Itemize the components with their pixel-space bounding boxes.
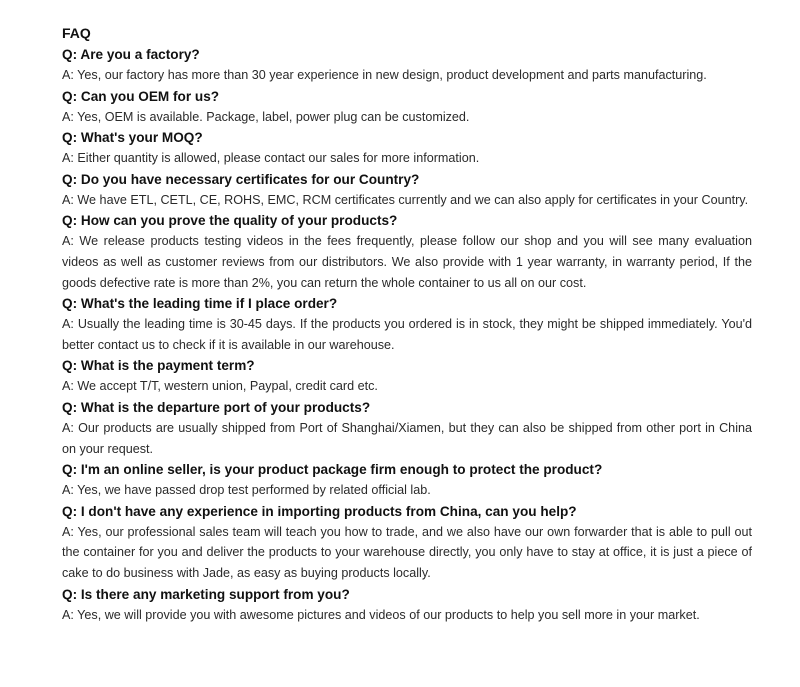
faq-question: Q: I don't have any experience in importing products from China, can you help? xyxy=(62,503,577,519)
faq-item-package xyxy=(62,460,752,501)
faq-answer: A: We have ETL, CETL, CE, ROHS, EMC, RCM certificates currently and we can also apply for certificates in your Country. xyxy=(62,192,749,207)
faq-item-payment xyxy=(62,356,752,397)
faq-answer: A: Usually the leading time is 30-45 days. If the products you ordered is in stock, they might be shipped immediately. You'd better contact us to check if it is available in our warehouse. xyxy=(62,317,752,352)
faq-item-importing xyxy=(62,502,752,584)
faq-question: Q: What's the leading time if I place order? xyxy=(62,296,338,312)
faq-question: Q: What is the payment term? xyxy=(62,358,255,374)
faq-answer: A: Yes, our professional sales team will teach you how to trade, and we also have our own forwarder that is able to pull out the container for you and deliver the products to your warehouse directly, you only have to stay at office, it is just a piece of cake to do business with Jade, as easy as buying products locally. xyxy=(62,524,752,580)
faq-question: Q: How can you prove the quality of your products? xyxy=(62,213,398,229)
faq-item-factory xyxy=(62,45,752,86)
page-title: FAQ xyxy=(62,25,91,41)
faq-question: Q: Can you OEM for us? xyxy=(62,88,220,104)
faq-item-marketing xyxy=(62,585,752,626)
faq-answer: A: We release products testing videos in the fees frequently, please follow our shop and you will see many evaluation videos as well as customer reviews from our distributors. We also provide with 1 year warranty, in warranty period, If the goods defective rate is more than 2%, you can return the whole container to us all on our cost. xyxy=(62,234,752,290)
faq-answer: A: Yes, we will provide you with awesome pictures and videos of our products to help you sell more in your market. xyxy=(62,607,700,622)
faq-answer: A: Yes, OEM is available. Package, label, power plug can be customized. xyxy=(62,109,470,124)
faq-item-certificates xyxy=(62,170,752,211)
faq-answer: A: Yes, we have passed drop test performed by related official lab. xyxy=(62,483,431,498)
faq-question: Q: Is there any marketing support from you? xyxy=(62,586,350,602)
faq-question: Q: Are you a factory? xyxy=(62,47,200,62)
faq-answer: A: Yes, our factory has more than 30 year experience in new design, product development and parts manufacturing. xyxy=(62,68,707,82)
faq-item-oem xyxy=(62,87,752,128)
faq-item-leading-time xyxy=(62,294,752,355)
faq-question: Q: I'm an online seller, is your product package firm enough to protect the product? xyxy=(62,462,603,478)
faq-item-quality xyxy=(62,211,752,293)
faq-item-departure-port xyxy=(62,398,752,459)
faq-answer: A: Our products are usually shipped from Port of Shanghai/Xiamen, but they can also be shipped from other port in China on your request. xyxy=(62,420,752,456)
faq-item-moq xyxy=(62,128,752,169)
faq-question: Q: Do you have necessary certificates for our Country? xyxy=(62,171,420,187)
faq-answer: A: Either quantity is allowed, please contact our sales for more information. xyxy=(62,151,480,166)
faq-answer: A: We accept T/T, western union, Paypal, credit card etc. xyxy=(62,379,378,394)
faq-document xyxy=(62,24,752,626)
faq-question: Q: What's your MOQ? xyxy=(62,130,203,146)
faq-question: Q: What is the departure port of your products? xyxy=(62,399,371,415)
